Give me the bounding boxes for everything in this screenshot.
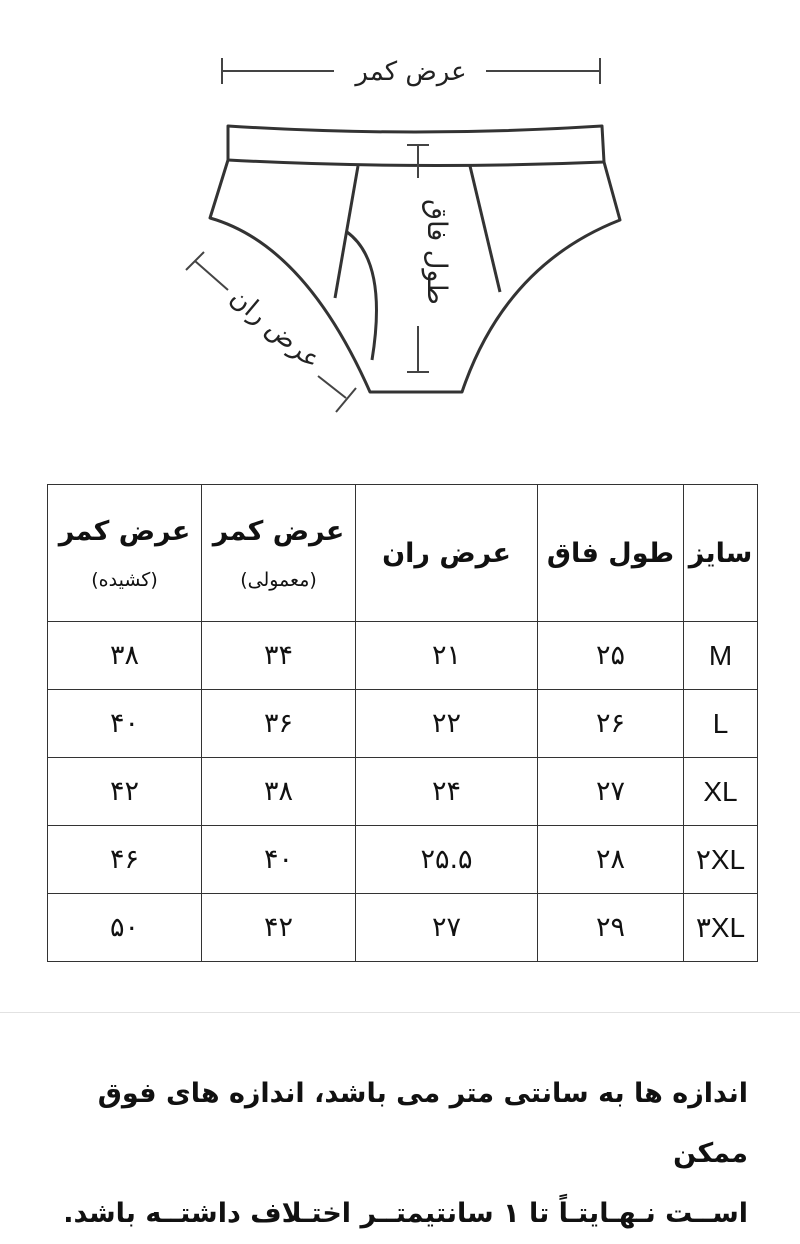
cell-rise: ۲۷ bbox=[538, 758, 684, 826]
cell-waist-normal: ۴۰ bbox=[202, 826, 356, 894]
cell-thigh: ۲۴ bbox=[356, 758, 538, 826]
cell-waist-normal: ۳۶ bbox=[202, 690, 356, 758]
cell-rise: ۲۵ bbox=[538, 622, 684, 690]
cell-waist-normal: ۴۲ bbox=[202, 894, 356, 962]
garment-diagram bbox=[0, 0, 800, 440]
header-waist-stretched-note: (کشیده) bbox=[91, 568, 158, 591]
cell-waist-stretched: ۴۶ bbox=[48, 826, 202, 894]
cell-waist-stretched: ۳۸ bbox=[48, 622, 202, 690]
header-waist-normal-note: (معمولی) bbox=[240, 568, 317, 591]
waist-label: عرض کمر bbox=[355, 57, 467, 87]
cell-waist-normal: ۳۸ bbox=[202, 758, 356, 826]
cell-waist-normal: ۳۴ bbox=[202, 622, 356, 690]
rise-label: طول فاق bbox=[421, 199, 452, 305]
note-line-1: اندازه ها به سانتی متر می باشد، اندازه های فوق ممکن bbox=[97, 1078, 748, 1169]
cell-thigh: ۲۷ bbox=[356, 894, 538, 962]
header-rise: طول فاق bbox=[538, 485, 684, 622]
cell-waist-stretched: ۴۰ bbox=[48, 690, 202, 758]
table-row bbox=[48, 622, 758, 690]
briefs-outline bbox=[210, 126, 620, 392]
cell-thigh: ۲۵.۵ bbox=[356, 826, 538, 894]
briefs-illustration bbox=[0, 0, 800, 440]
cell-size: ۲XL bbox=[684, 826, 758, 894]
header-thigh: عرض ران bbox=[356, 485, 538, 622]
cell-rise: ۲۸ bbox=[538, 826, 684, 894]
table-row bbox=[48, 826, 758, 894]
cell-size: ۳XL bbox=[684, 894, 758, 962]
size-table bbox=[47, 484, 758, 962]
header-waist-normal: عرض کمر (معمولی) bbox=[202, 485, 356, 622]
header-size: سایز bbox=[684, 485, 758, 622]
cell-rise: ۲۶ bbox=[538, 690, 684, 758]
cell-waist-stretched: ۵۰ bbox=[48, 894, 202, 962]
table-row bbox=[48, 894, 758, 962]
table-row bbox=[48, 758, 758, 826]
size-note bbox=[40, 1064, 748, 1244]
cell-size: XL bbox=[684, 758, 758, 826]
cell-thigh: ۲۲ bbox=[356, 690, 538, 758]
cell-rise: ۲۹ bbox=[538, 894, 684, 962]
cell-waist-stretched: ۴۲ bbox=[48, 758, 202, 826]
cell-size: M bbox=[684, 622, 758, 690]
cell-thigh: ۲۱ bbox=[356, 622, 538, 690]
thigh-label: عرض ران bbox=[223, 282, 327, 376]
section-divider bbox=[0, 1012, 800, 1013]
table-header-row bbox=[48, 485, 758, 622]
cell-size: L bbox=[684, 690, 758, 758]
header-waist-stretched: عرض کمر (کشیده) bbox=[48, 485, 202, 622]
table-row bbox=[48, 690, 758, 758]
note-line-2: اســت نـهـایتـاً تا ۱ سانتیمتــر اختـلاف داشتــه باشد. bbox=[63, 1198, 748, 1229]
